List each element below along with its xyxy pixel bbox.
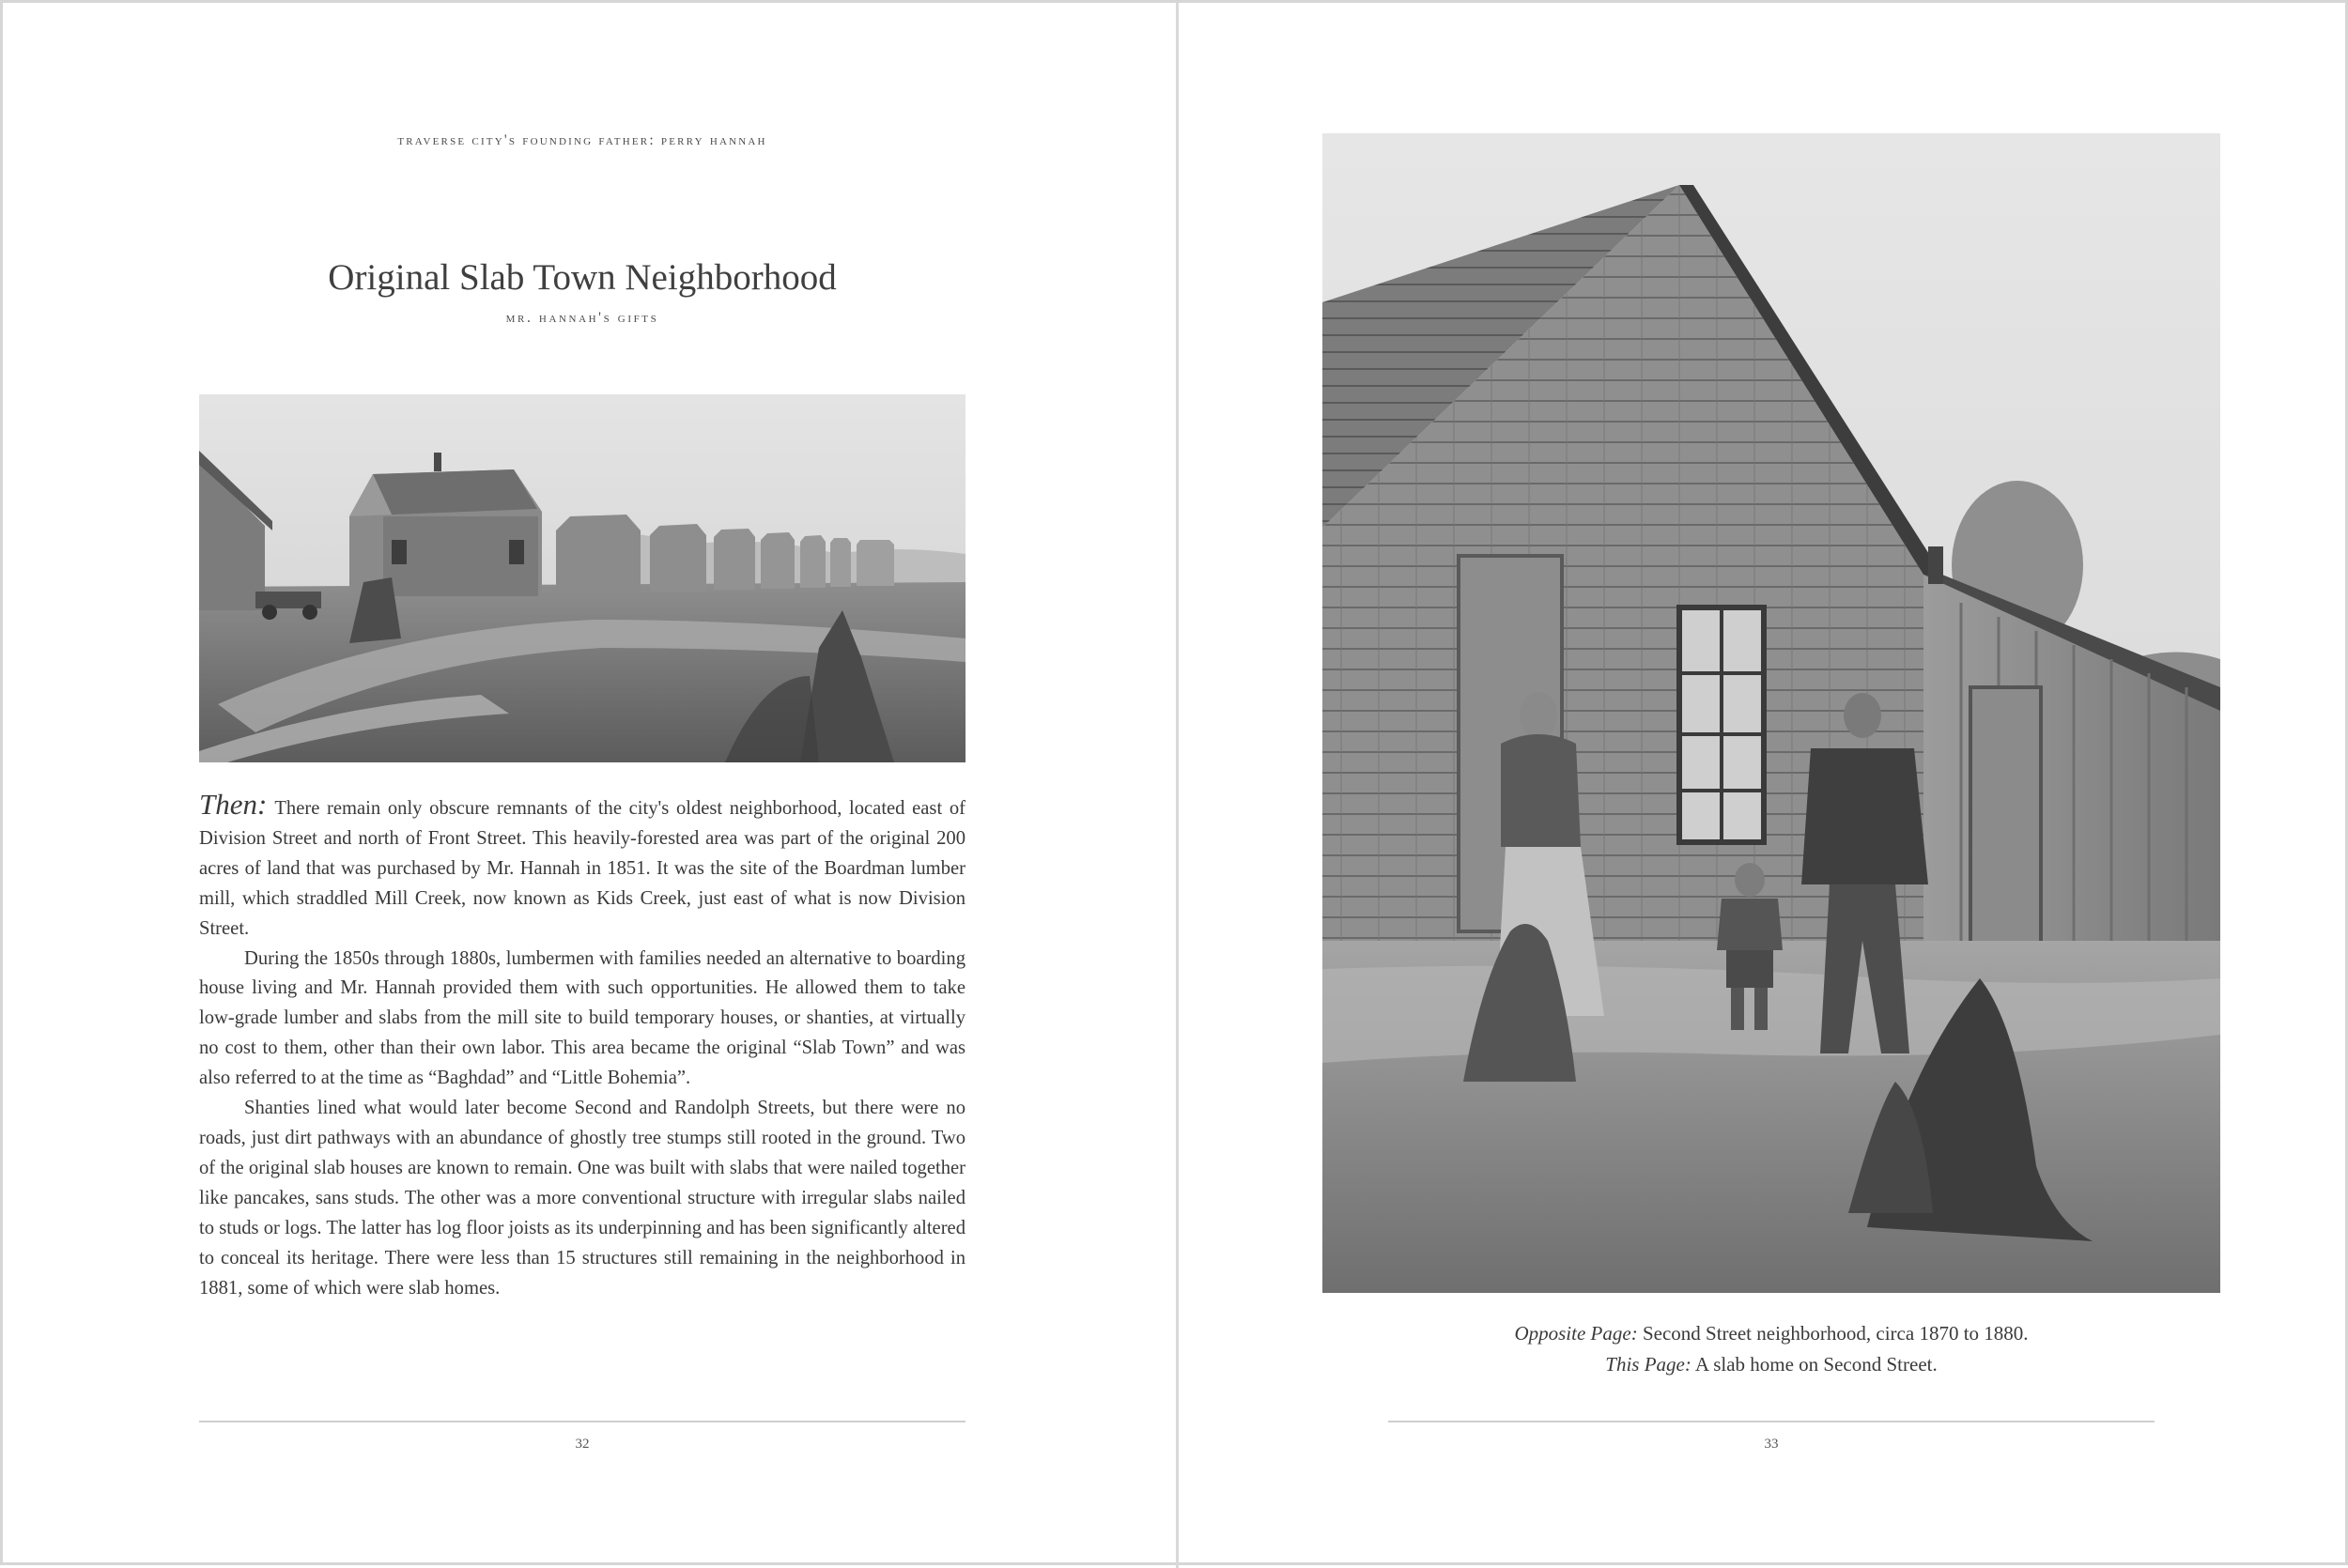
page-number: 32 [575,1437,590,1452]
paragraph-then [199,790,965,945]
running-head: traverse city's founding father: perry hannah [397,132,767,148]
paragraph-1-text: There remain only obscure remnants of the city's oldest neighborhood, located east of Division Street and north of Front Street. This heavily-forested area was part of the original 200 acres of land that was purchased by Mr. Hannah in 1851. It was the site of the Boardman lumber mill, which straddled Mill Creek, now known as Kids Creek, just east of what is now Division Street. [199,798,965,939]
chapter-title: Original Slab Town Neighborhood [328,257,837,298]
photo-caption [1322,1318,2220,1380]
caption-text-this: A slab home on Second Street. [1691,1353,1938,1376]
caption-line-1 [1322,1318,2220,1349]
caption-label-opposite: Opposite Page: [1514,1322,1638,1345]
slab-town-street-photo [199,394,965,762]
page-number: 33 [1764,1437,1779,1452]
footer-rule [1388,1421,2155,1422]
paragraph-3: Shanties lined what would later become Second and Randolph Streets, but there were no roads, just dirt pathways with an abundance of ghostly tree stumps still rooted in the ground. Two of the original slab houses are known to remain. One was built with slabs that were nailed together like pancakes, sans studs. The other was a more conventional structure with irregular slabs nailed to studs or logs. The latter has log floor joists as its underpinning and has been significantly altered to conceal its heritage. There were less than 15 structures still remaining in the neighborhood in 1881, some of which were slab homes. [199,1098,965,1299]
body-text [199,790,965,1303]
paragraph-2: During the 1850s through 1880s, lumbermen with families needed an alternative to boarding house living and Mr. Hannah provided them with such opportunities. He allowed them to take low-grade lumber and slabs from the mill site to build temporary houses, or shanties, at virtually no cost to them, other than their own labor. This area became the original “Slab Town” and was also referred to at the time as “Baghdad” and “Little Bohemia”. [199,947,965,1089]
left-page [3,3,1176,1568]
caption-label-this: This Page: [1605,1353,1691,1376]
slab-town-street-photo-image [199,394,965,762]
right-page [1179,3,2348,1568]
caption-text-opposite: Second Street neighborhood, circa 1870 to 1880. [1637,1322,2029,1345]
slab-home-family-photo [1322,133,2220,1293]
lead-word-then: Then: [199,788,268,821]
slab-home-family-photo-image [1322,133,2220,1293]
footer-rule [199,1421,965,1422]
chapter-subtitle: mr. hannah's gifts [505,310,659,326]
caption-line-2 [1322,1349,2220,1380]
